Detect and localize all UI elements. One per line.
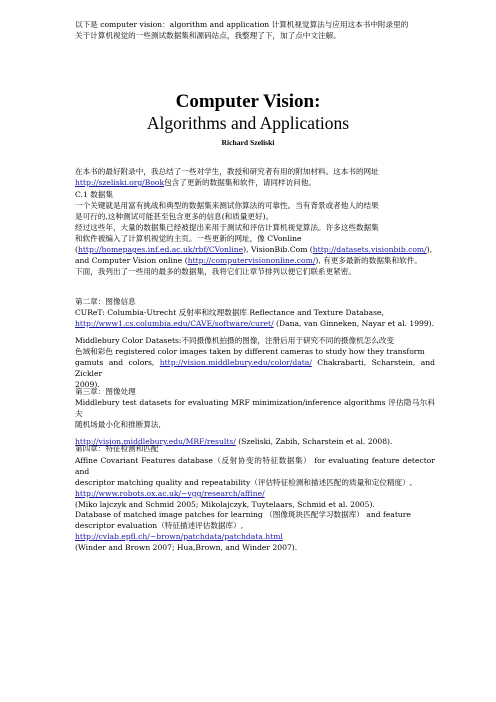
patch-citation: (Winder and Brown 2007; Hua,Brown, and Winder 2007). bbox=[75, 543, 298, 552]
chapter-4-heading: 第四章：特征检测和匹配 bbox=[75, 444, 159, 453]
middlebury-color-line-2: 色域和彩色 registered color images taken by different cameras to study how they transform bbox=[75, 347, 425, 356]
chapter-3-heading: 第三章：图像处理 bbox=[75, 387, 136, 396]
mrf-line-1: Middlebury test datasets for evaluating MRF minimization/inference algorithms 评估隐马尔科夫 bbox=[75, 398, 435, 418]
appendix-line-1: 在本书的最好附录中，我总结了一些对学生，教授和研究者有用的附加材料。这本书的网址 bbox=[75, 167, 379, 176]
section-c1-heading: C.1 数据集 bbox=[75, 190, 113, 199]
middlebury-color-line-3: gamuts and colors, bbox=[75, 358, 155, 367]
patch-line-2: descriptor evaluation（特征描述评估数据库）, bbox=[75, 521, 244, 530]
affine-line-2: descriptor matching quality and repeatability（评估特征检测和描述匹配的质量和定位精度）, bbox=[75, 478, 413, 487]
appendix-line-2: 包含了更新的数据集和软件，请同样访问他。 bbox=[164, 178, 316, 187]
c1-line-7: 下面，我列出了一些用的最多的数据集，我将它们让章节排列以便它们联系更紧密。 bbox=[75, 267, 356, 276]
c1-line-4: 和软件被编入了计算机视觉的主页。一些更新的网址，像 CVonline bbox=[75, 234, 302, 243]
book-author: Richard Szeliski bbox=[221, 138, 275, 147]
patch-database-entry bbox=[75, 509, 435, 553]
c1-line-3: 经过这些年，大量的数据集已经被提出来用于测试和评估计算机视觉算法。许多这些数据集 bbox=[75, 223, 379, 232]
computervisiononline-link[interactable]: http://computervisiononline.com/ bbox=[187, 256, 316, 265]
mrf-results-link[interactable]: http://vision.middlebury.edu/MRF/results/ bbox=[75, 437, 236, 446]
chapter-2-heading: 第二章：图像信息 bbox=[75, 297, 136, 306]
patchdata-link[interactable]: http://cvlab.epfl.ch/~brown/patchdata/patchdata.html bbox=[75, 532, 283, 541]
curet-line: CUReT: Columbia-Utrecht 反射率和纹理数据库 Reflectance and Texture Database, bbox=[75, 308, 384, 317]
middlebury-color-link[interactable]: http://vision.middlebury.edu/color/data/ bbox=[159, 358, 312, 367]
curet-link[interactable]: http://www1.cs.columbia.edu/CAVE/software/curet/ bbox=[75, 319, 274, 328]
intro-line-2: 关于计算机视觉的一些测试数据集和源码站点，我整理了下，加了点中文注解。 bbox=[75, 31, 341, 40]
book-subtitle: Algorithms and Applications bbox=[146, 113, 350, 133]
book-website-link[interactable]: http://szeliski.org/Book bbox=[75, 178, 165, 187]
section-c1: C.1 数据集 一个关键就是用富有挑战和典型的数据集来测试你算法的可靠性。当有背景或者他人的结果 是可行的,这种测试可能甚至包含更多的信息(和质量更好)。 经过这些年，大量的数据集已经被提出来用于测试和评估计算机视觉算法。许多这些数据集 和软件被编入了计算机视觉的主页。一些更新的网址，像 CVonline (http://homepages.inf.ed.ac.uk/rbf/CVonline), VisionBib.Com (http://datasets.visionbib.com/), and Computer Vision online (http://computervisiononline.com/), 有更多最新的数据集和软件。 下面，我列出了一些用的最多的数据集，我将它们让章节排列以便它们联系更紧密。 bbox=[75, 190, 433, 276]
c1-line-2: 是可行的,这种测试可能甚至包含更多的信息(和质量更好)。 bbox=[75, 212, 274, 221]
intro-line-1: 以下是 computer vision：algorithm and application 计算机视觉算法与应用这本书中附录里的 bbox=[75, 20, 409, 29]
intro-paragraph bbox=[75, 19, 435, 41]
middlebury-color-line-1: Middlebury Color Datasets:不同摄像机拍摄的图像，注册后用于研究不同的摄像机怎么改变 bbox=[75, 336, 395, 345]
c1-line-6-end: ), 有更多最新的数据集和软件。 bbox=[315, 256, 422, 265]
cvonline-link[interactable]: http://homepages.inf.ed.ac.uk/rbf/CVonline bbox=[77, 245, 244, 254]
c1-line-6-start: and Computer Vision online ( bbox=[75, 256, 188, 265]
affine-citation: (Miko lajczyk and Schmid 2005; Mikolajczyk, Tuytelaars, Schmid et al. 2005). bbox=[75, 500, 375, 509]
affine-line-1: Affine Covariant Features database（反射协变的特征数据集） for evaluating feature detector and bbox=[75, 456, 435, 476]
visionbib-label: ), VisionBib.Com ( bbox=[243, 245, 313, 254]
middlebury-color-line-4: 2009). bbox=[75, 380, 100, 389]
book-title: Computer Vision: bbox=[175, 91, 321, 112]
mrf-entry bbox=[75, 397, 435, 447]
curet-entry bbox=[75, 307, 435, 329]
mrf-line-2: 随机场最小化和推断算法, bbox=[75, 420, 161, 429]
curet-citation: (Dana, van Ginneken, Nayar et al. 1999). bbox=[273, 319, 435, 328]
c1-line-5-end: ), bbox=[426, 245, 433, 254]
mrf-citation: (Szeliski, Zabih, Scharstein et al. 2008). bbox=[235, 437, 393, 446]
affine-features-entry bbox=[75, 455, 435, 510]
appendix-paragraph bbox=[75, 166, 435, 188]
affine-link[interactable]: http://www.robots.ox.ac.uk/~vgg/research/affine/ bbox=[75, 489, 265, 498]
patch-line-1: Database of matched image patches for learning （图像斑块匹配学习数据库） and feature bbox=[75, 510, 411, 519]
middlebury-color-citation: Chakrabarti, Scharstein, and Zickler bbox=[75, 358, 435, 378]
visionbib-link[interactable]: http://datasets.visionbib.com/ bbox=[312, 245, 427, 254]
c1-line-1: 一个关键就是用富有挑战和典型的数据集来测试你算法的可靠性。当有背景或者他人的结果 bbox=[75, 201, 379, 210]
middlebury-color-entry bbox=[75, 335, 435, 390]
